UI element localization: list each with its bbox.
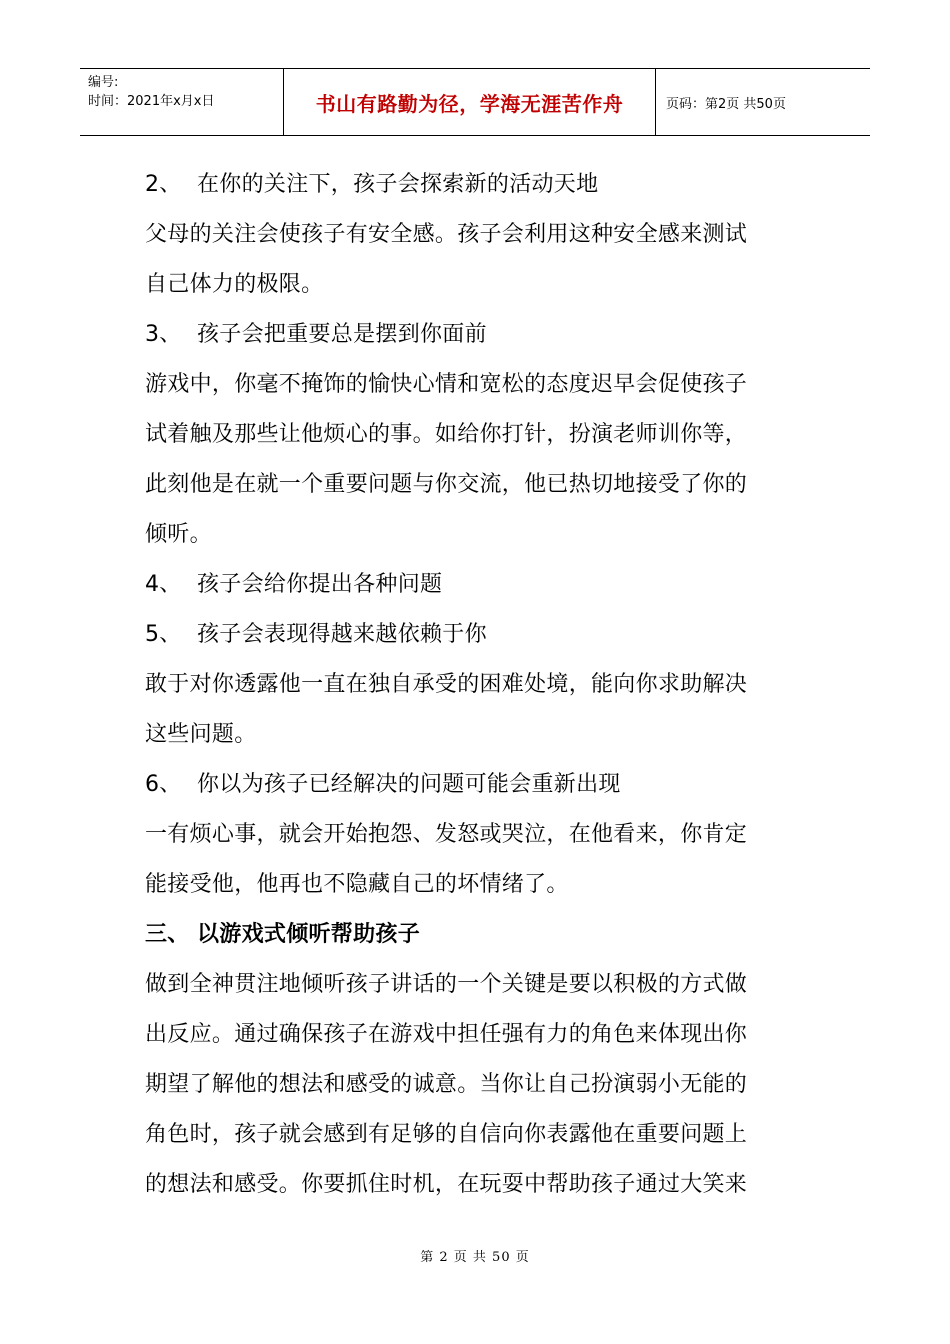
line-text: 敢于对你透露他一直在独自承受的困难处境，能向你求助解决: [145, 672, 748, 697]
line-text: 角色时，孩子就会感到有足够的自信向你表露他在重要问题上: [145, 1122, 748, 1147]
page-header: [80, 68, 870, 136]
paragraph-line: [145, 1060, 800, 1110]
header-motto: 书山有路勤为径，学海无涯苦作舟: [283, 69, 656, 135]
header-meta: [80, 69, 283, 135]
line-text: 以游戏式倾听帮助孩子: [197, 922, 421, 947]
line-text: 的想法和感受。你要抓住时机，在玩耍中帮助孩子通过大笑来: [145, 1172, 748, 1197]
line-text: 自己体力的极限。: [145, 272, 324, 297]
line-text: 在你的关注下，孩子会探索新的活动天地: [197, 172, 599, 197]
paragraph-line: [145, 810, 800, 860]
paragraph-line: [145, 860, 800, 910]
paragraph-line: [145, 410, 800, 460]
line-text: 你以为孩子已经解决的问题可能会重新出现: [197, 772, 621, 797]
document-body: [145, 160, 800, 1210]
line-text: 此刻他是在就一个重要问题与你交流，他已热切地接受了你的: [145, 472, 748, 497]
line-text: 孩子会表现得越来越依赖于你: [197, 622, 487, 647]
paragraph-line: [145, 360, 800, 410]
line-text: 能接受他，他再也不隐藏自己的坏情绪了。: [145, 872, 569, 897]
line-text: 这些问题。: [145, 722, 257, 747]
heading-number: 3、: [145, 322, 182, 347]
line-text: 孩子会把重要总是摆到你面前: [197, 322, 487, 347]
line-text: 一有烦心事，就会开始抱怨、发怒或哭泣，在他看来，你肯定: [145, 822, 748, 847]
document-number-label: 编号:: [88, 75, 119, 90]
line-text: 试着触及那些让他烦心的事。如给你打针，扮演老师训你等，: [145, 422, 748, 447]
paragraph-line: [145, 1010, 800, 1060]
document-date: 时间：2021年x月x日: [88, 94, 215, 109]
line-text: 倾听。: [145, 522, 212, 547]
line-text: 孩子会给你提出各种问题: [197, 572, 443, 597]
page-footer: 第 2 页 共 50 页: [420, 1250, 530, 1265]
section-heading: [145, 610, 800, 660]
line-text: 游戏中，你毫不掩饰的愉快心情和宽松的态度迟早会促使孩子: [145, 372, 748, 397]
paragraph-line: [145, 1110, 800, 1160]
paragraph-line: [145, 1160, 800, 1210]
line-text: 出反应。通过确保孩子在游戏中担任强有力的角色来体现出你: [145, 1022, 748, 1047]
header-page-info: 页码：第2页 共50页: [666, 96, 786, 112]
line-text: 做到全神贯注地倾听孩子讲话的一个关键是要以积极的方式做: [145, 972, 748, 997]
paragraph-line: [145, 260, 800, 310]
line-text: 父母的关注会使孩子有安全感。孩子会利用这种安全感来测试: [145, 222, 748, 247]
heading-number: 4、: [145, 572, 182, 597]
paragraph-line: [145, 460, 800, 510]
paragraph-line: [145, 710, 800, 760]
heading-number: 三、: [145, 922, 190, 947]
heading-number: 6、: [145, 772, 182, 797]
paragraph-line: [145, 960, 800, 1010]
line-text: 期望了解他的想法和感受的诚意。当你让自己扮演弱小无能的: [145, 1072, 748, 1097]
section-heading: [145, 760, 800, 810]
section-heading: [145, 310, 800, 360]
heading-number: 5、: [145, 622, 182, 647]
paragraph-line: [145, 660, 800, 710]
section-heading: [145, 560, 800, 610]
paragraph-line: [145, 510, 800, 560]
paragraph-line: [145, 210, 800, 260]
section-heading: [145, 910, 800, 960]
heading-number: 2、: [145, 172, 182, 197]
section-heading: [145, 160, 800, 210]
